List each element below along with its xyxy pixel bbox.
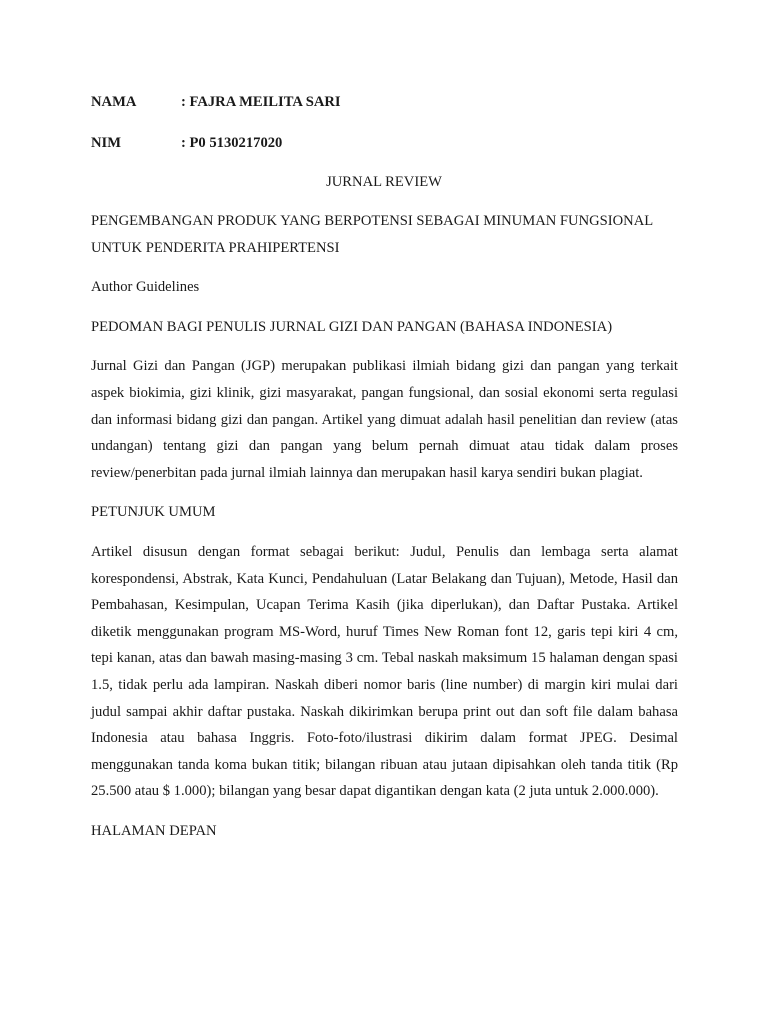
author-guidelines-label: Author Guidelines [91,279,200,296]
document-title: JURNAL REVIEW [326,174,442,190]
intro-paragraph: Jurnal Gizi dan Pangan (JGP) merupakan publikasi ilmiah bidang gizi dan pangan yang terkait aspek biokimia, gizi klinik, gizi masyarakat, pangan fungsional, dan sosial ekonomi serta regulasi dan informasi bidang gizi dan pangan. Artikel yang dimuat adalah hasil penelitian dan review (atas undangan) tentang gizi dan pangan yang belum pernah dimuat atau tidak dalam proses review/penerbitan pada jurnal ilmiah lainnya dan merupakan hasil karya sendiri bukan plagiat. [91,358,678,481]
document-body [91,208,678,844]
general-paragraph: Artikel disusun dengan format sebagai berikut: Judul, Penulis dan lembaga serta alamat korespondensi, Abstrak, Kata Kunci, Pendahuluan (Latar Belakang dan Tujuan), Metode, Hasil dan Pembahasan, Kesimpulan, Ucapan Terima Kasih (jika diperlukan), dan Daftar Pustaka. Artikel diketik menggunakan program MS-Word, huruf Times New Roman font 12, garis tepi kiri 4 cm, tepi kanan, atas dan bawah masing-masing 3 cm. Tebal naskah maksimum 15 halaman dengan spasi 1.5, tidak perlu ada lampiran. Naskah diberi nomor baris (line number) di margin kiri mulai dari judul sampai akhir daftar pustaka. Naskah dikirimkan berupa print out dan soft file dalam bahasa Indonesia atau bahasa Inggris. Foto-foto/ilustrasi dikirim dalam format JPEG. Desimal menggunakan tanda koma bukan titik; bilangan ribuan atau jutaan dipisahkan oleh tanda titik (Rp 25.500 atau $ 1.000); bilangan yang besar dapat digantikan dengan kata (2 juta untuk 2.000.000). [91,543,678,800]
name-label: NAMA [91,94,137,110]
nim-label: NIM [91,135,121,151]
section-heading-general: PETUNJUK UMUM [91,504,216,521]
section-heading-front-page: HALAMAN DEPAN [91,822,217,839]
name-row [91,93,341,111]
nim-value: : P0 5130217020 [181,135,283,151]
article-title: PENGEMBANGAN PRODUK YANG BERPOTENSI SEBAGAI MINUMAN FUNGSIONAL UNTUK PENDERITA PRAHIPERTENSI [91,213,653,256]
name-value: : FAJRA MEILITA SARI [181,94,341,110]
nim-row [91,134,282,152]
guideline-heading: PEDOMAN BAGI PENULIS JURNAL GIZI DAN PANGAN (BAHASA INDONESIA) [91,318,613,335]
